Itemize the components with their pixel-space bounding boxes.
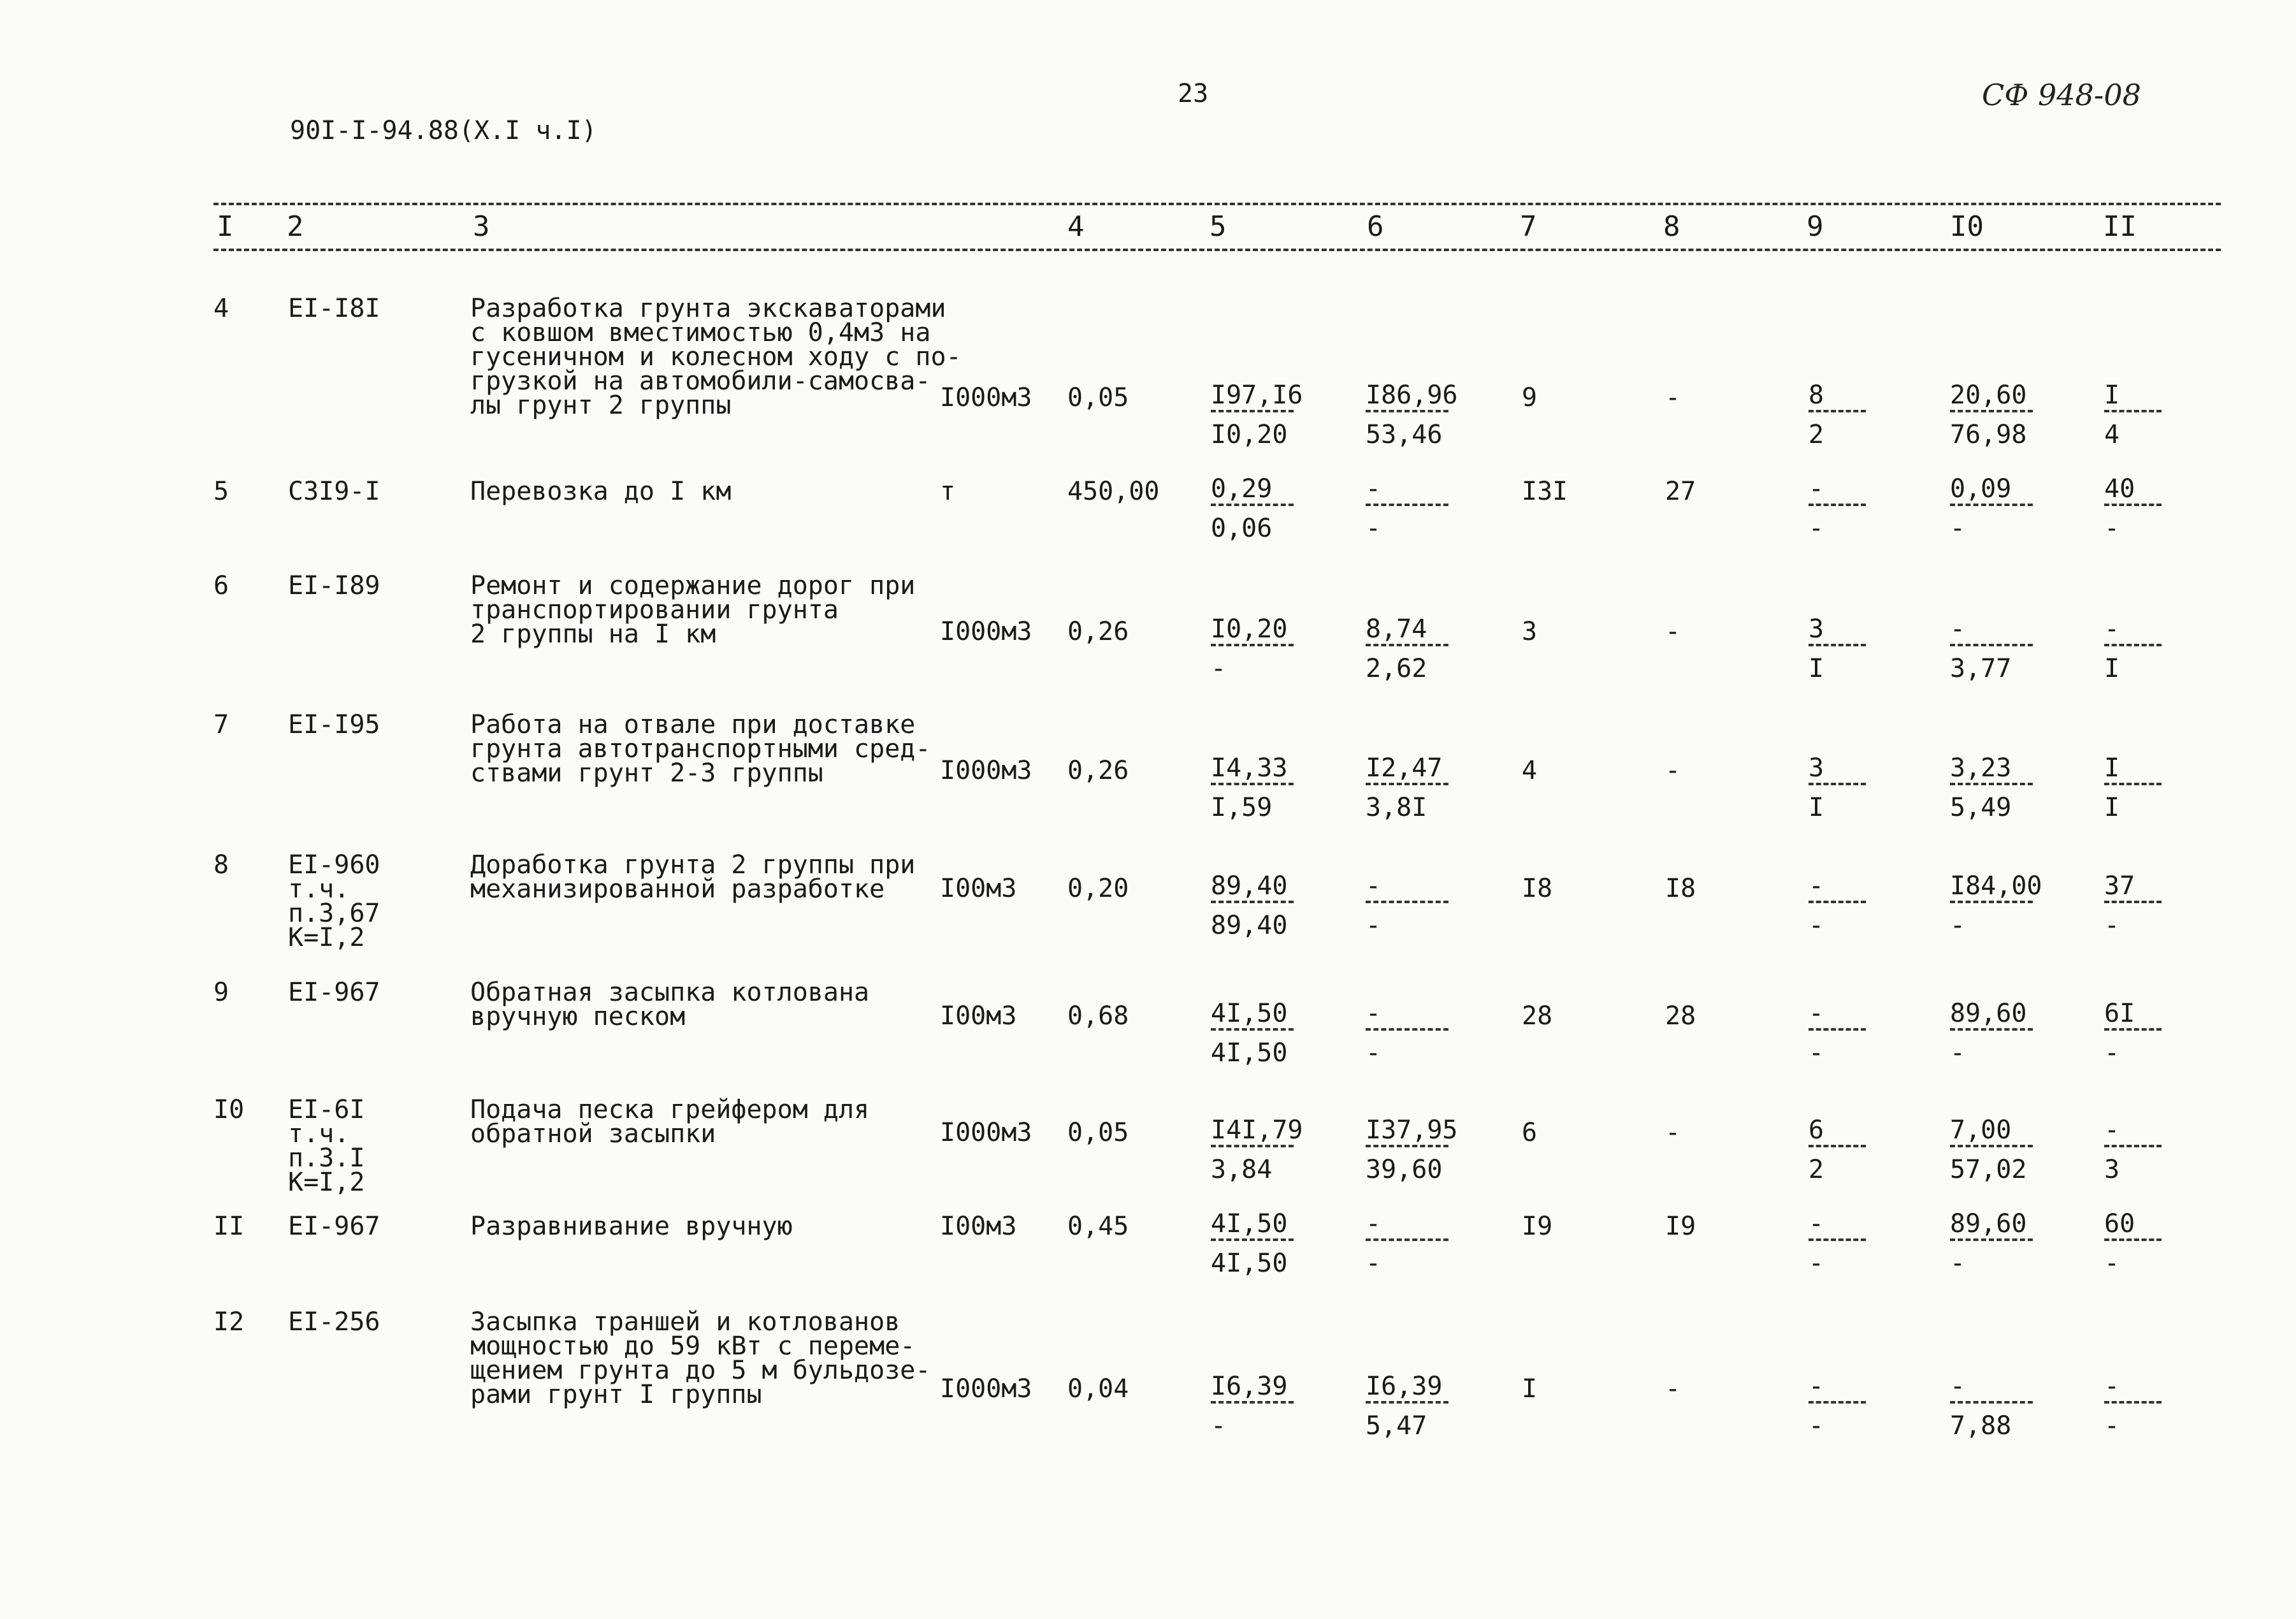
col5-value-denominator: -	[1211, 1411, 1227, 1441]
col11-value-numerator: -	[2104, 1115, 2120, 1145]
col5-value-denominator: 89,40	[1211, 911, 1288, 940]
column-header-7: 7	[1520, 210, 1537, 243]
norm-code: EI-I89	[288, 571, 380, 600]
col7-value: I8	[1522, 874, 1553, 903]
col9-value-denominator: I	[1809, 654, 1824, 683]
col8-value: -	[1665, 617, 1681, 646]
col11-value-denominator: -	[2104, 911, 2120, 940]
col10-value-fraction-bar	[1950, 1401, 2033, 1404]
col9-value-fraction-bar	[1809, 504, 1866, 506]
col10-value	[1950, 1115, 2046, 1183]
quantity: 450,00	[1067, 477, 1160, 506]
col10-value-denominator: 3,77	[1950, 654, 2012, 683]
col5-value-fraction-bar	[1211, 1145, 1294, 1147]
document-code: 90I-I-94.88(X.I ч.I)	[290, 116, 597, 145]
row-number: 7	[213, 710, 229, 739]
col10-value-denominator: 57,02	[1950, 1155, 2027, 1184]
col10-value-numerator: -	[1950, 614, 1966, 644]
col6-value	[1366, 999, 1461, 1066]
col10-value-numerator: 89,60	[1950, 1209, 2027, 1238]
col7-value: 6	[1522, 1118, 1538, 1147]
column-header-4: 4	[1067, 210, 1085, 243]
column-header-9: 9	[1807, 210, 1824, 243]
col10-value	[1950, 753, 2046, 821]
col9-value-denominator: 2	[1809, 420, 1824, 449]
col9-value-fraction-bar	[1809, 644, 1866, 646]
row-number: 4	[213, 294, 229, 323]
col10-value	[1950, 1372, 2046, 1439]
col9-value	[1809, 1115, 1904, 1183]
column-header-2: 2	[287, 210, 304, 243]
col11-value-fraction-bar	[2104, 1401, 2162, 1404]
col6-value-denominator: 5,47	[1366, 1411, 1427, 1441]
col9-value-fraction-bar	[1809, 783, 1866, 785]
row-number: 9	[213, 978, 229, 1007]
row-number: II	[213, 1212, 245, 1241]
col11-value-numerator: 37	[2104, 871, 2135, 901]
col10-value-numerator: 89,60	[1950, 999, 2027, 1028]
row-number: 5	[213, 477, 229, 506]
col5-value	[1211, 999, 1306, 1066]
unit: т	[940, 477, 956, 506]
col11-value-denominator: -	[2104, 1038, 2120, 1068]
col9-value-numerator: -	[1809, 1209, 1824, 1238]
col6-value-numerator: -	[1366, 871, 1382, 901]
header-rule-bottom	[213, 249, 2221, 251]
col10-value-fraction-bar	[1950, 901, 2033, 903]
col9-value-fraction-bar	[1809, 410, 1866, 412]
col5-value-denominator: 3,84	[1211, 1155, 1273, 1184]
page-number: 23	[1178, 79, 1209, 108]
col6-value-numerator: I2,47	[1366, 753, 1443, 783]
col11-value	[2104, 999, 2200, 1066]
col11-value	[2104, 474, 2200, 542]
col10-value-numerator: 0,09	[1950, 474, 2012, 504]
col6-value	[1366, 1372, 1461, 1439]
col9-value-denominator: -	[1809, 1038, 1824, 1068]
col9-value-denominator: I	[1809, 793, 1824, 822]
col10-value	[1950, 871, 2046, 939]
col8-value: -	[1665, 383, 1681, 412]
col11-value-numerator: -	[2104, 1372, 2120, 1401]
norm-code: EI-I8I	[288, 294, 380, 323]
col6-value-numerator: -	[1366, 999, 1382, 1028]
unit: I00м3	[940, 1212, 1017, 1241]
col9-value-numerator: -	[1809, 474, 1824, 504]
col10-value	[1950, 381, 2046, 448]
col6-value-numerator: I86,96	[1366, 381, 1458, 410]
col6-value	[1366, 614, 1461, 682]
col9-value	[1809, 999, 1904, 1066]
col11-value-denominator: -	[2104, 1249, 2120, 1278]
col9-value-numerator: 3	[1809, 614, 1824, 644]
col11-value-numerator: I	[2104, 381, 2120, 410]
col11-value-denominator: I	[2104, 654, 2120, 683]
col6-value-numerator: I37,95	[1366, 1115, 1458, 1145]
norm-code: EI-I95	[288, 710, 380, 739]
col5-value-denominator: I0,20	[1211, 420, 1288, 449]
quantity: 0,05	[1067, 1118, 1129, 1147]
col9-value-fraction-bar	[1809, 1145, 1866, 1147]
column-header-1: I	[217, 210, 234, 243]
unit: I000м3	[940, 756, 1032, 785]
row-number: 6	[213, 571, 229, 600]
col11-value-numerator: 60	[2104, 1209, 2135, 1238]
col11-value	[2104, 753, 2200, 821]
col10-value-fraction-bar	[1950, 1238, 2033, 1241]
col8-value: -	[1665, 756, 1681, 785]
col6-value-fraction-bar	[1366, 644, 1448, 646]
col9-value-numerator: 8	[1809, 381, 1824, 410]
col11-value	[2104, 1372, 2200, 1439]
col9-value	[1809, 1372, 1904, 1439]
unit: I000м3	[940, 1374, 1032, 1404]
col11-value	[2104, 871, 2200, 939]
work-description: Обратная засыпка котлована вручную песком	[470, 978, 870, 1031]
col9-value-denominator: 2	[1809, 1155, 1824, 1184]
col9-value	[1809, 381, 1904, 448]
col9-value-denominator: -	[1809, 1249, 1824, 1278]
col9-value-denominator: -	[1809, 514, 1824, 543]
row-number: I0	[213, 1095, 245, 1124]
col6-value-denominator: -	[1366, 1249, 1382, 1278]
col10-value-fraction-bar	[1950, 644, 2033, 646]
col5-value-denominator: 0,06	[1211, 514, 1273, 543]
col10-value-numerator: -	[1950, 1372, 1966, 1401]
col9-value-numerator: -	[1809, 871, 1824, 901]
col11-value-fraction-bar	[2104, 1238, 2162, 1241]
col11-value-numerator: 6I	[2104, 999, 2135, 1028]
col9-value	[1809, 474, 1904, 542]
col5-value-numerator: I4I,79	[1211, 1115, 1303, 1145]
col6-value-fraction-bar	[1366, 1145, 1448, 1147]
col10-value-denominator: -	[1950, 911, 1966, 940]
col6-value-denominator: 2,62	[1366, 654, 1427, 683]
col6-value	[1366, 1209, 1461, 1277]
col10-value	[1950, 614, 2046, 682]
col8-value: 27	[1665, 477, 1696, 506]
col5-value-denominator: 4I,50	[1211, 1249, 1288, 1278]
col11-value-numerator: 40	[2104, 474, 2135, 504]
col5-value-fraction-bar	[1211, 783, 1294, 785]
col11-value-numerator: -	[2104, 614, 2120, 644]
col10-value-numerator: 3,23	[1950, 753, 2012, 783]
col6-value-fraction-bar	[1366, 1401, 1448, 1404]
col11-value-denominator: 4	[2104, 420, 2120, 449]
col9-value	[1809, 614, 1904, 682]
col9-value-denominator: -	[1809, 1411, 1824, 1441]
work-description: Разравнивание вручную	[470, 1212, 793, 1241]
col9-value-fraction-bar	[1809, 1028, 1866, 1031]
column-header-5: 5	[1209, 210, 1227, 243]
quantity: 0,20	[1067, 874, 1129, 903]
col11-value-fraction-bar	[2104, 901, 2162, 903]
column-header-6: 6	[1367, 210, 1384, 243]
unit: I000м3	[940, 617, 1032, 646]
col5-value	[1211, 614, 1306, 682]
col5-value-fraction-bar	[1211, 901, 1294, 903]
col6-value-fraction-bar	[1366, 901, 1448, 903]
col11-value-fraction-bar	[2104, 1028, 2162, 1031]
quantity: 0,68	[1067, 1001, 1129, 1031]
col9-value	[1809, 753, 1904, 821]
col5-value	[1211, 1372, 1306, 1439]
col6-value-denominator: 53,46	[1366, 420, 1443, 449]
work-description: Работа на отвале при доставке грунта автотранспортными сред- ствами грунт 2-3 группы	[470, 710, 931, 788]
col8-value: I9	[1665, 1212, 1696, 1241]
col5-value	[1211, 753, 1306, 821]
col6-value-denominator: -	[1366, 911, 1382, 940]
col11-value-fraction-bar	[2104, 1145, 2162, 1147]
col5-value-denominator: -	[1211, 654, 1227, 683]
col10-value	[1950, 999, 2046, 1066]
unit: I00м3	[940, 874, 1017, 903]
col8-value: 28	[1665, 1001, 1696, 1031]
col10-value-fraction-bar	[1950, 783, 2033, 785]
norm-code: EI-256	[288, 1307, 380, 1337]
col10-value-denominator: -	[1950, 514, 1966, 543]
header-rule-top	[213, 203, 2221, 205]
col5-value	[1211, 1115, 1306, 1183]
handwritten-stamp: СФ 948-08	[1982, 78, 2141, 112]
col5-value-denominator: I,59	[1211, 793, 1273, 822]
col11-value-denominator: -	[2104, 1411, 2120, 1441]
col6-value-fraction-bar	[1366, 1238, 1448, 1241]
work-description: Ремонт и содержание дорог при транспортировании грунта 2 группы на I км	[470, 571, 916, 649]
col11-value-fraction-bar	[2104, 504, 2162, 506]
col11-value-denominator: -	[2104, 514, 2120, 543]
col7-value: I3I	[1522, 477, 1568, 506]
work-description: Доработка грунта 2 группы при механизированной разработке	[470, 850, 916, 904]
col5-value-fraction-bar	[1211, 1238, 1294, 1241]
col11-value-denominator: I	[2104, 793, 2120, 822]
col10-value-fraction-bar	[1950, 1028, 2033, 1031]
col7-value: 28	[1522, 1001, 1553, 1031]
col8-value: I8	[1665, 874, 1696, 903]
unit: I00м3	[940, 1001, 1017, 1031]
norm-code: EI-967	[288, 978, 380, 1007]
col6-value	[1366, 871, 1461, 939]
col10-value-fraction-bar	[1950, 410, 2033, 412]
col6-value-fraction-bar	[1366, 783, 1448, 785]
col11-value-fraction-bar	[2104, 410, 2162, 412]
col9-value-fraction-bar	[1809, 1401, 1866, 1404]
quantity: 0,05	[1067, 383, 1129, 412]
col6-value-fraction-bar	[1366, 410, 1448, 412]
col11-value-fraction-bar	[2104, 783, 2162, 785]
col9-value	[1809, 871, 1904, 939]
column-header-10: I0	[1950, 210, 1984, 243]
col6-value-denominator: -	[1366, 1038, 1382, 1068]
col10-value	[1950, 474, 2046, 542]
col6-value-denominator: 39,60	[1366, 1155, 1443, 1184]
col7-value: 4	[1522, 756, 1538, 785]
col9-value	[1809, 1209, 1904, 1277]
col9-value-denominator: -	[1809, 911, 1824, 940]
col8-value: -	[1665, 1374, 1681, 1404]
col6-value	[1366, 474, 1461, 542]
quantity: 0,26	[1067, 756, 1129, 785]
col11-value	[2104, 1115, 2200, 1183]
col10-value-numerator: 7,00	[1950, 1115, 2012, 1145]
col6-value-numerator: 8,74	[1366, 614, 1427, 644]
norm-code: EI-6I т.ч. п.3.I К=I,2	[288, 1095, 365, 1197]
col10-value-numerator: 20,60	[1950, 381, 2027, 410]
col7-value: 3	[1522, 617, 1538, 646]
col5-value-fraction-bar	[1211, 1401, 1294, 1404]
col5-value-numerator: I6,39	[1211, 1372, 1288, 1401]
quantity: 0,26	[1067, 617, 1129, 646]
col11-value	[2104, 1209, 2200, 1277]
col5-value-denominator: 4I,50	[1211, 1038, 1288, 1068]
col6-value-denominator: 3,8I	[1366, 793, 1427, 822]
norm-code: EI-960 т.ч. п.3,67 К=I,2	[288, 850, 380, 952]
col10-value-denominator: 76,98	[1950, 420, 2027, 449]
col5-value-fraction-bar	[1211, 1028, 1294, 1031]
col6-value	[1366, 381, 1461, 448]
col5-value-numerator: I4,33	[1211, 753, 1288, 783]
col5-value-fraction-bar	[1211, 644, 1294, 646]
col6-value-fraction-bar	[1366, 504, 1448, 506]
col5-value-numerator: I97,I6	[1211, 381, 1303, 410]
col10-value-denominator: -	[1950, 1038, 1966, 1068]
row-number: 8	[213, 850, 229, 880]
col5-value	[1211, 1209, 1306, 1277]
col9-value-numerator: 6	[1809, 1115, 1824, 1145]
col5-value-fraction-bar	[1211, 410, 1294, 412]
norm-code: EI-967	[288, 1212, 380, 1241]
col11-value-fraction-bar	[2104, 644, 2162, 646]
column-header-8: 8	[1663, 210, 1680, 243]
col10-value-fraction-bar	[1950, 504, 2033, 506]
quantity: 0,04	[1067, 1374, 1129, 1404]
col5-value	[1211, 381, 1306, 448]
col5-value-numerator: 4I,50	[1211, 999, 1288, 1028]
col10-value-numerator: I84,00	[1950, 871, 2042, 901]
col10-value-denominator: 5,49	[1950, 793, 2012, 822]
col7-value: I9	[1522, 1212, 1553, 1241]
col6-value	[1366, 1115, 1461, 1183]
work-description: Перевозка до I км	[470, 477, 732, 506]
unit: I000м3	[940, 383, 1032, 412]
col6-value-numerator: -	[1366, 1209, 1382, 1238]
col6-value-denominator: -	[1366, 514, 1382, 543]
col11-value-numerator: I	[2104, 753, 2120, 783]
col5-value-numerator: I0,20	[1211, 614, 1288, 644]
col9-value-numerator: -	[1809, 1372, 1824, 1401]
col5-value-numerator: 0,29	[1211, 474, 1273, 504]
column-header-11: II	[2103, 210, 2137, 243]
col7-value: I	[1522, 1374, 1538, 1404]
col5-value	[1211, 871, 1306, 939]
col10-value-denominator: -	[1950, 1249, 1966, 1278]
col6-value-numerator: I6,39	[1366, 1372, 1443, 1401]
col6-value	[1366, 753, 1461, 821]
col9-value-fraction-bar	[1809, 1238, 1866, 1241]
col5-value-fraction-bar	[1211, 504, 1294, 506]
col10-value	[1950, 1209, 2046, 1277]
col9-value-numerator: 3	[1809, 753, 1824, 783]
work-description: Подача песка грейфером для обратной засыпки	[470, 1095, 870, 1149]
row-number: I2	[213, 1307, 245, 1337]
work-description: Разработка грунта экскаваторами с ковшом вместимостью 0,4м3 на гусеничном и колесном ходу с по- грузкой на автомобили-самосва- лы грунт 2 группы	[470, 294, 962, 420]
col6-value-fraction-bar	[1366, 1028, 1448, 1031]
norm-code: С3I9-I	[288, 477, 380, 506]
col10-value-denominator: 7,88	[1950, 1411, 2012, 1441]
col11-value	[2104, 381, 2200, 448]
col7-value: 9	[1522, 383, 1538, 412]
column-header-3: 3	[473, 210, 490, 243]
col11-value	[2104, 614, 2200, 682]
unit: I000м3	[940, 1118, 1032, 1147]
col8-value: -	[1665, 1118, 1681, 1147]
col9-value-fraction-bar	[1809, 901, 1866, 903]
col5-value-numerator: 89,40	[1211, 871, 1288, 901]
col11-value-denominator: 3	[2104, 1155, 2120, 1184]
col10-value-fraction-bar	[1950, 1145, 2033, 1147]
col5-value	[1211, 474, 1306, 542]
quantity: 0,45	[1067, 1212, 1129, 1241]
col5-value-numerator: 4I,50	[1211, 1209, 1288, 1238]
col6-value-numerator: -	[1366, 474, 1382, 504]
col9-value-numerator: -	[1809, 999, 1824, 1028]
work-description: Засыпка траншей и котлованов мощностью до 59 кВт с переме- щением грунта до 5 м бульдозе- рами грунт I группы	[470, 1307, 931, 1409]
